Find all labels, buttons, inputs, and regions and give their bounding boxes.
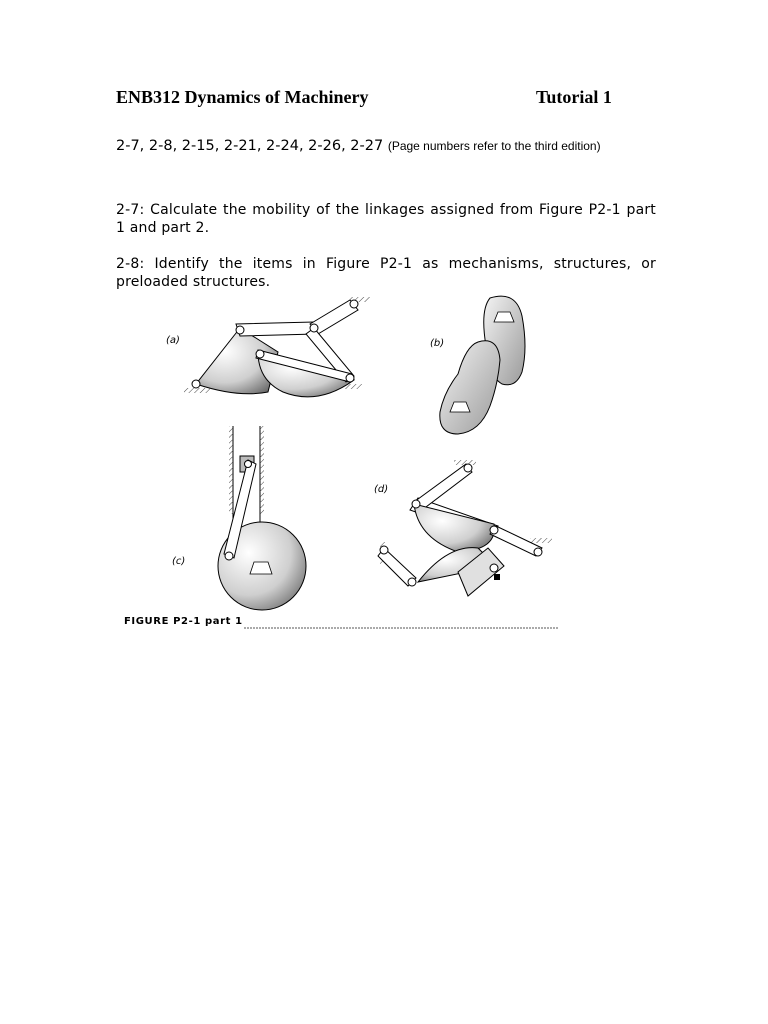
pin-joint [464, 464, 472, 472]
assigned-problems [116, 137, 656, 155]
pin-joint [534, 548, 542, 556]
pin-joint [490, 526, 498, 534]
linkage-d [374, 460, 552, 596]
ground-pivot [450, 402, 470, 412]
pin-joint [350, 300, 358, 308]
pin-joint [236, 326, 244, 334]
tutorial-label: Tutorial 1 [536, 87, 612, 107]
edition-note: (Page numbers refer to the third edition) [387, 139, 601, 153]
ground-pivot [494, 312, 514, 322]
problem-2-7-text: 2-7: Calculate the mobility of the linkages assigned from Figure P2-1 part 1 and part 2. [116, 202, 656, 236]
document-header [116, 87, 616, 108]
ground-pivot [250, 562, 272, 574]
pin-joint [225, 552, 233, 560]
label-a: (a) [166, 335, 180, 346]
problem-list: 2-7, 2-8, 2-15, 2-21, 2-24, 2-26, 2-27 [116, 138, 384, 154]
figure-p2-1 [118, 288, 566, 640]
pin-joint [310, 324, 318, 332]
label-c: (c) [172, 556, 186, 567]
label-b: (b) [430, 338, 445, 349]
linkage-b [430, 296, 525, 434]
ground-hatch [229, 426, 233, 514]
rocker-link [414, 464, 472, 510]
problem-2-8-text: 2-8: Identify the items in Figure P2-1 as mechanisms, structures, or preloaded structures. [116, 256, 656, 290]
pin-joint [380, 546, 388, 554]
pin-joint [192, 380, 200, 388]
linkage-a [166, 297, 370, 397]
lower-lobe [440, 341, 500, 434]
label-d: (d) [374, 484, 389, 495]
figure-caption: FIGURE P2-1 part 1 [124, 616, 243, 627]
ground-hatch [530, 538, 552, 543]
document-title: ENB312 Dynamics of Machinery [116, 87, 369, 107]
contact-point [494, 574, 500, 580]
pin-joint [408, 578, 416, 586]
pin-joint [346, 374, 354, 382]
pin-joint [490, 564, 498, 572]
ground-hatch [260, 426, 264, 514]
ground-hatch [184, 388, 210, 393]
linkage-c [172, 426, 306, 610]
pin-joint [412, 500, 420, 508]
pin-joint [256, 350, 264, 358]
coupler-bar [236, 322, 316, 336]
pin-joint [245, 461, 252, 468]
